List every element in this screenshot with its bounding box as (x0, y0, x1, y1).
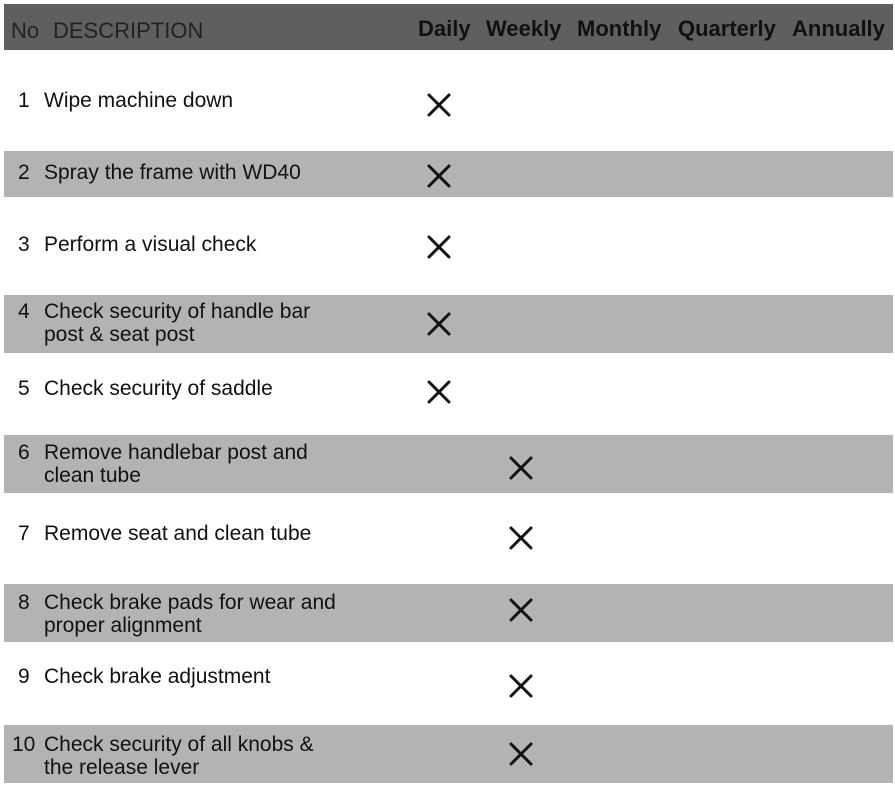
row-description (44, 161, 384, 184)
row-description-line-2: proper alignment (44, 614, 202, 637)
row-number: 2 (18, 161, 30, 184)
row-number: 4 (18, 300, 30, 323)
row-number: 7 (18, 522, 30, 545)
cross-mark-icon (426, 163, 452, 189)
header-annually: Annually (792, 16, 885, 41)
row-description (44, 591, 384, 637)
row-description-line-2: post & seat post (44, 323, 195, 346)
header-weekly: Weekly (486, 16, 562, 41)
table-row (4, 725, 893, 783)
cross-mark-icon (508, 455, 534, 481)
row-description-line-1: Check security of handle bar (44, 300, 311, 323)
row-description (44, 441, 384, 487)
row-description-line-1: Check security of saddle (44, 377, 273, 400)
header-daily: Daily (418, 16, 471, 41)
row-description-line-1: Perform a visual check (44, 233, 257, 256)
row-number: 9 (18, 665, 30, 688)
header-description: DESCRIPTION (53, 18, 204, 43)
row-description-line-1: Remove seat and clean tube (44, 522, 312, 545)
row-description-line-1: Spray the frame with WD40 (44, 161, 301, 184)
row-description (44, 665, 384, 688)
row-description-line-1: Remove handlebar post and (44, 441, 308, 464)
table-row (4, 653, 893, 707)
table-row (4, 435, 893, 493)
table-row (4, 151, 893, 197)
cross-mark-icon (508, 741, 534, 767)
row-description (44, 733, 384, 779)
row-description (44, 233, 384, 256)
row-description-line-1: Check brake adjustment (44, 665, 271, 688)
row-number: 3 (18, 233, 30, 256)
row-description-line-1: Check security of all knobs & (44, 733, 314, 756)
cross-mark-icon (426, 92, 452, 118)
table-row (4, 584, 893, 642)
row-description (44, 300, 384, 346)
row-description-line-1: Wipe machine down (44, 89, 234, 112)
row-number: 5 (18, 377, 30, 400)
table-header (4, 4, 893, 50)
row-number: 1 (18, 89, 30, 112)
table-row (4, 365, 893, 419)
table-row (4, 76, 893, 130)
cross-mark-icon (426, 311, 452, 337)
row-number: 8 (18, 591, 30, 614)
header-quarterly: Quarterly (678, 16, 776, 41)
table-row (4, 295, 893, 353)
row-description-line-1: Check brake pads for wear and (44, 591, 336, 614)
row-number: 10 (12, 733, 36, 756)
row-description (44, 89, 384, 112)
cross-mark-icon (426, 234, 452, 260)
header-no: No (11, 18, 40, 43)
row-description-line-2: the release lever (44, 756, 200, 779)
row-description (44, 377, 384, 400)
cross-mark-icon (426, 379, 452, 405)
header-monthly: Monthly (577, 16, 662, 41)
row-number: 6 (18, 441, 30, 464)
row-description-line-2: clean tube (44, 464, 141, 487)
cross-mark-icon (508, 525, 534, 551)
table-row (4, 220, 893, 274)
row-description (44, 522, 384, 545)
table-row (4, 510, 893, 564)
cross-mark-icon (508, 673, 534, 699)
cross-mark-icon (508, 597, 534, 623)
